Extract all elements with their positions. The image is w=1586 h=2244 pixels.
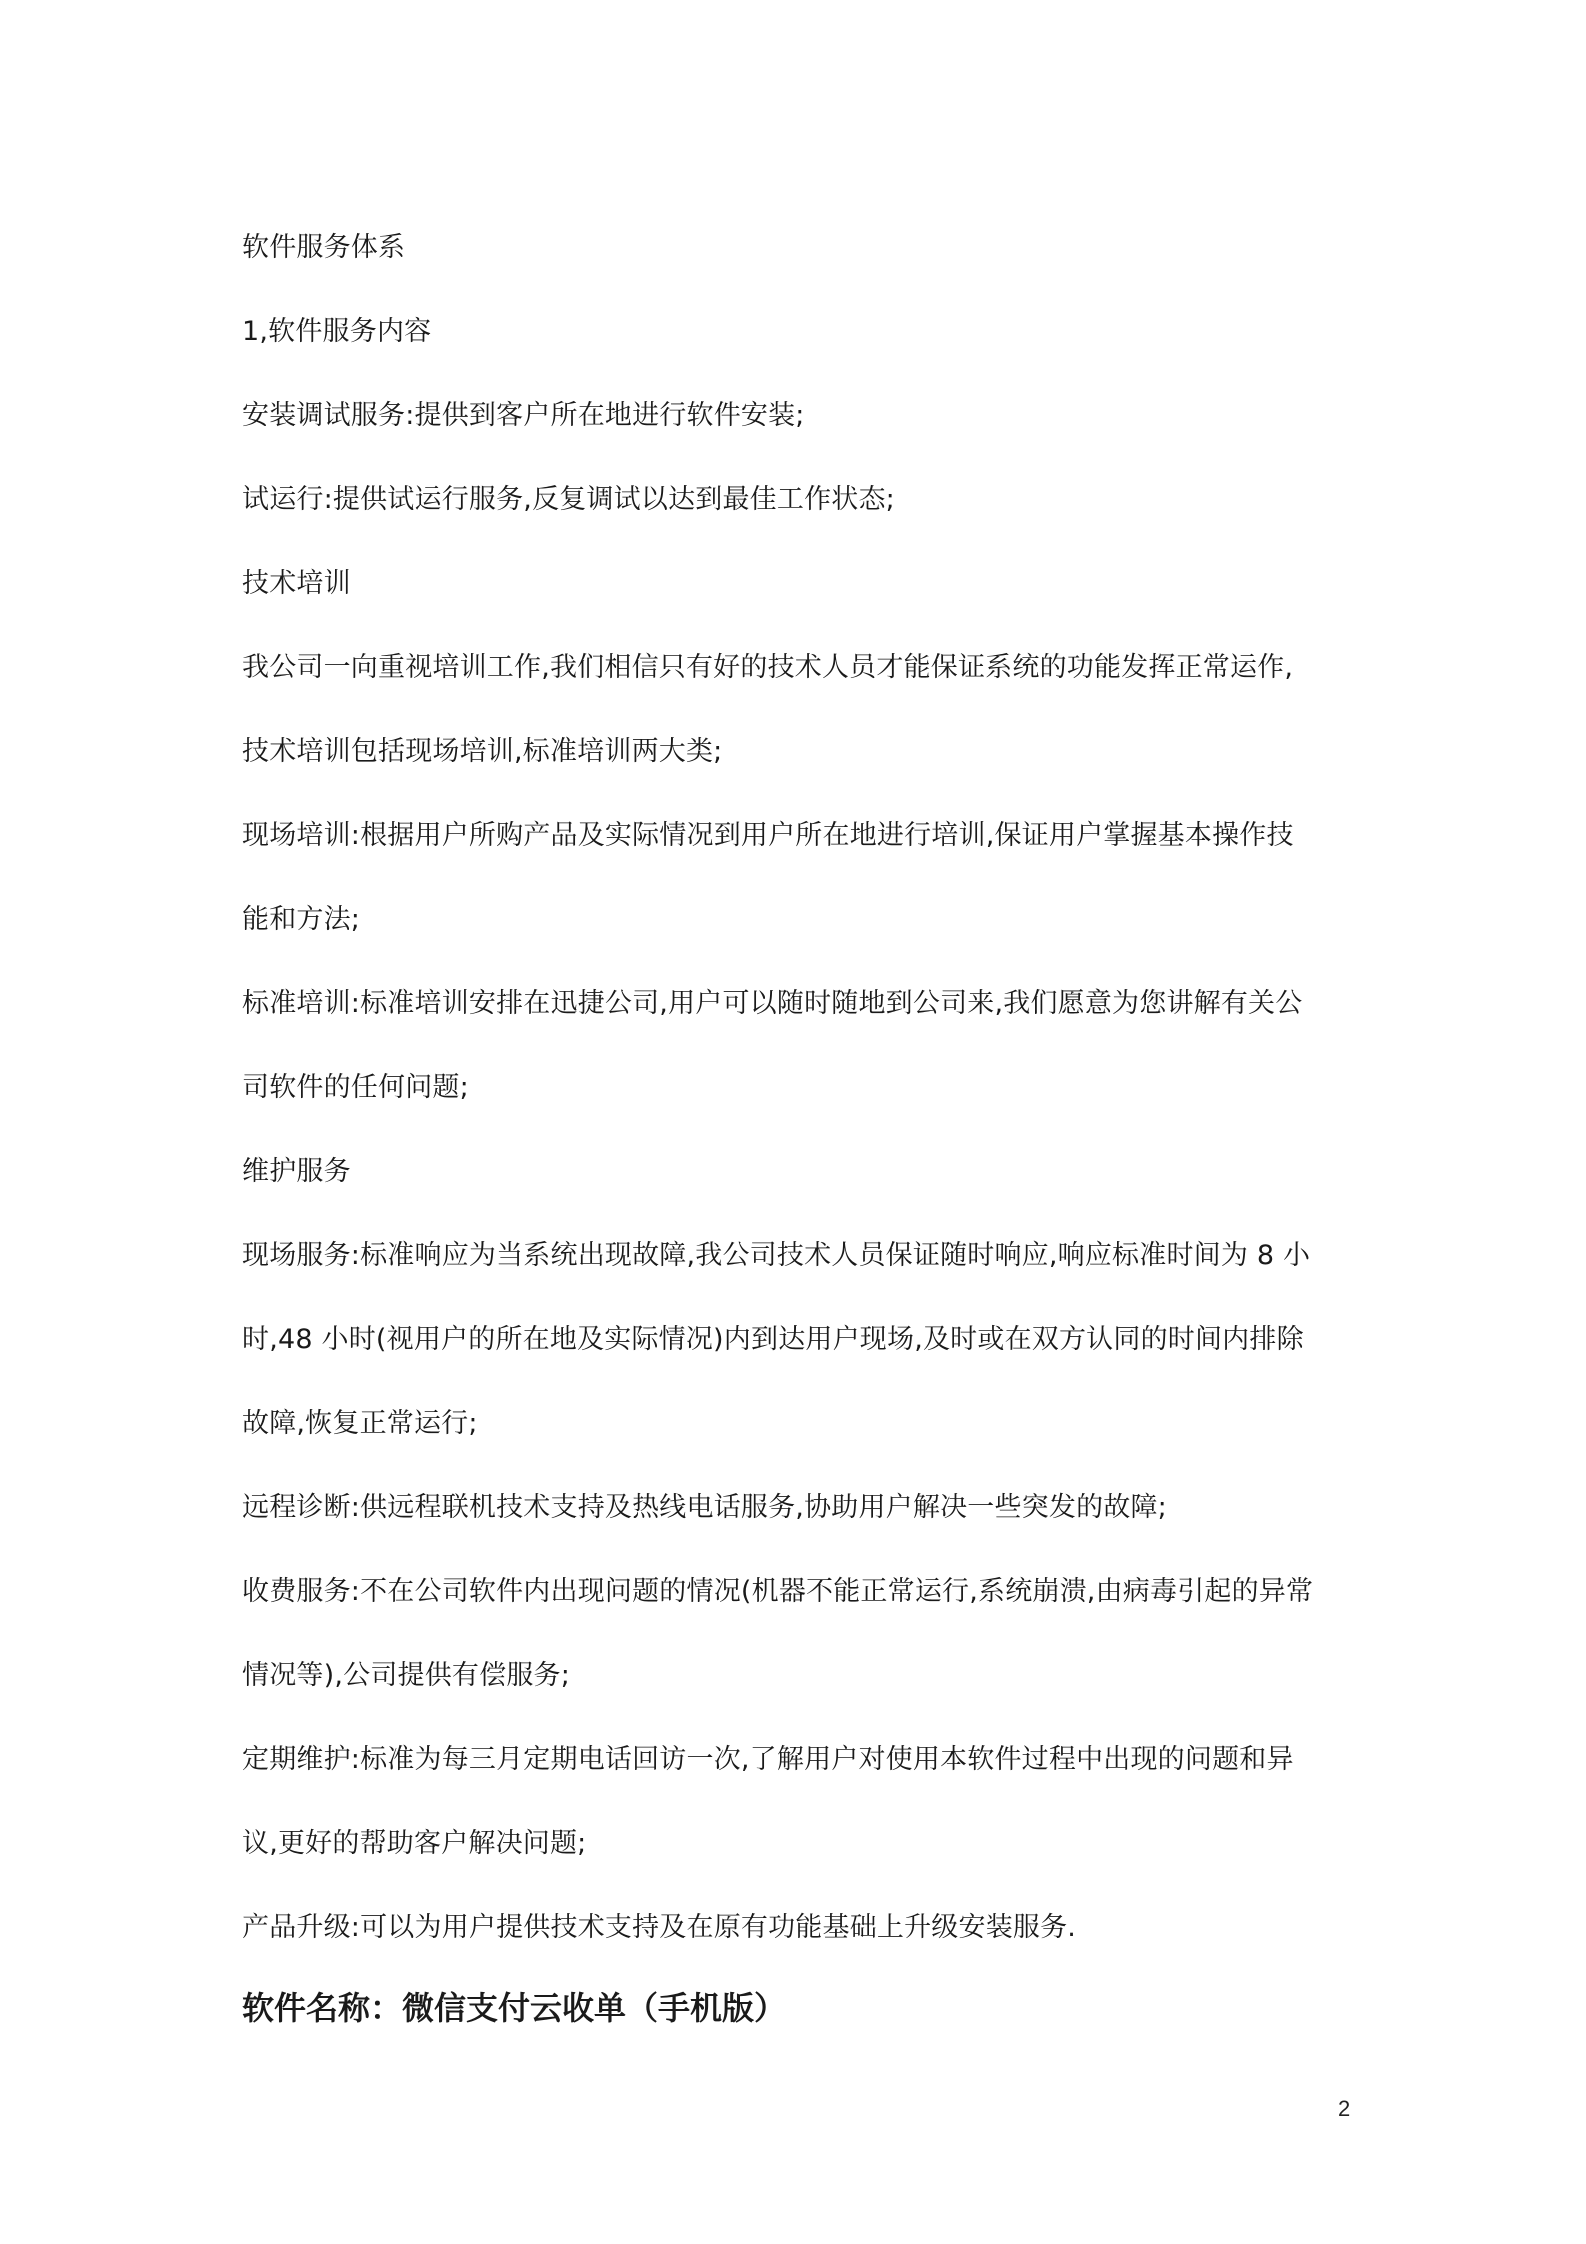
subsection-title-technical-training: 技术培训 — [242, 568, 351, 599]
subsection-title-maintenance-service: 维护服务 — [242, 1156, 351, 1187]
paragraph-periodic-maintenance-line-1: 定期维护:标准为每三月定期电话回访一次,了解用户对使用本软件过程中出现的问题和异 — [242, 1744, 1294, 1775]
section-title-software-service-system: 软件服务体系 — [242, 232, 406, 263]
paragraph-onsite-service-line-2: 时,48 小时(视用户的所在地及实际情况)内到达用户现场,及时或在双方认同的时间内排除 — [242, 1324, 1304, 1355]
paragraph-periodic-maintenance-line-2: 议,更好的帮助客户解决问题; — [242, 1828, 587, 1859]
paragraph-training-intro-line-2: 技术培训包括现场培训,标准培训两大类; — [242, 736, 723, 767]
paragraph-onsite-service-line-3: 故障,恢复正常运行; — [242, 1408, 478, 1439]
paragraph-trial-run: 试运行:提供试运行服务,反复调试以达到最佳工作状态; — [242, 484, 895, 515]
paragraph-paid-service-line-2: 情况等),公司提供有偿服务; — [242, 1660, 571, 1691]
software-name-heading: 软件名称：微信支付云收单（手机版） — [242, 1989, 787, 2027]
paragraph-standard-training-line-1: 标准培训:标准培训安排在迅捷公司,用户可以随时随地到公司来,我们愿意为您讲解有关公 — [242, 988, 1303, 1019]
paragraph-remote-diagnosis: 远程诊断:供远程联机技术支持及热线电话服务,协助用户解决一些突发的故障; — [242, 1492, 1167, 1523]
paragraph-standard-training-line-2: 司软件的任何问题; — [242, 1072, 469, 1103]
paragraph-paid-service-line-1: 收费服务:不在公司软件内出现问题的情况(机器不能正常运行,系统崩溃,由病毒引起的异常 — [242, 1576, 1314, 1607]
document-body — [242, 206, 1352, 2050]
paragraph-onsite-service-line-1: 现场服务:标准响应为当系统出现故障,我公司技术人员保证随时响应,响应标准时间为 8 小 — [242, 1240, 1311, 1271]
paragraph-onsite-training-line-2: 能和方法; — [242, 904, 361, 935]
paragraph-onsite-training-line-1: 现场培训:根据用户所购产品及实际情况到用户所在地进行培训,保证用户掌握基本操作技 — [242, 820, 1294, 851]
paragraph-installation-service: 安装调试服务:提供到客户所在地进行软件安装; — [242, 400, 805, 431]
paragraph-product-upgrade: 产品升级:可以为用户提供技术支持及在原有功能基础上升级安装服务. — [242, 1912, 1077, 1943]
paragraph-training-intro-line-1: 我公司一向重视培训工作,我们相信只有好的技术人员才能保证系统的功能发挥正常运作, — [242, 652, 1294, 683]
page-number: 2 — [1338, 2096, 1351, 2121]
subsection-title-service-content: 1,软件服务内容 — [242, 316, 432, 347]
